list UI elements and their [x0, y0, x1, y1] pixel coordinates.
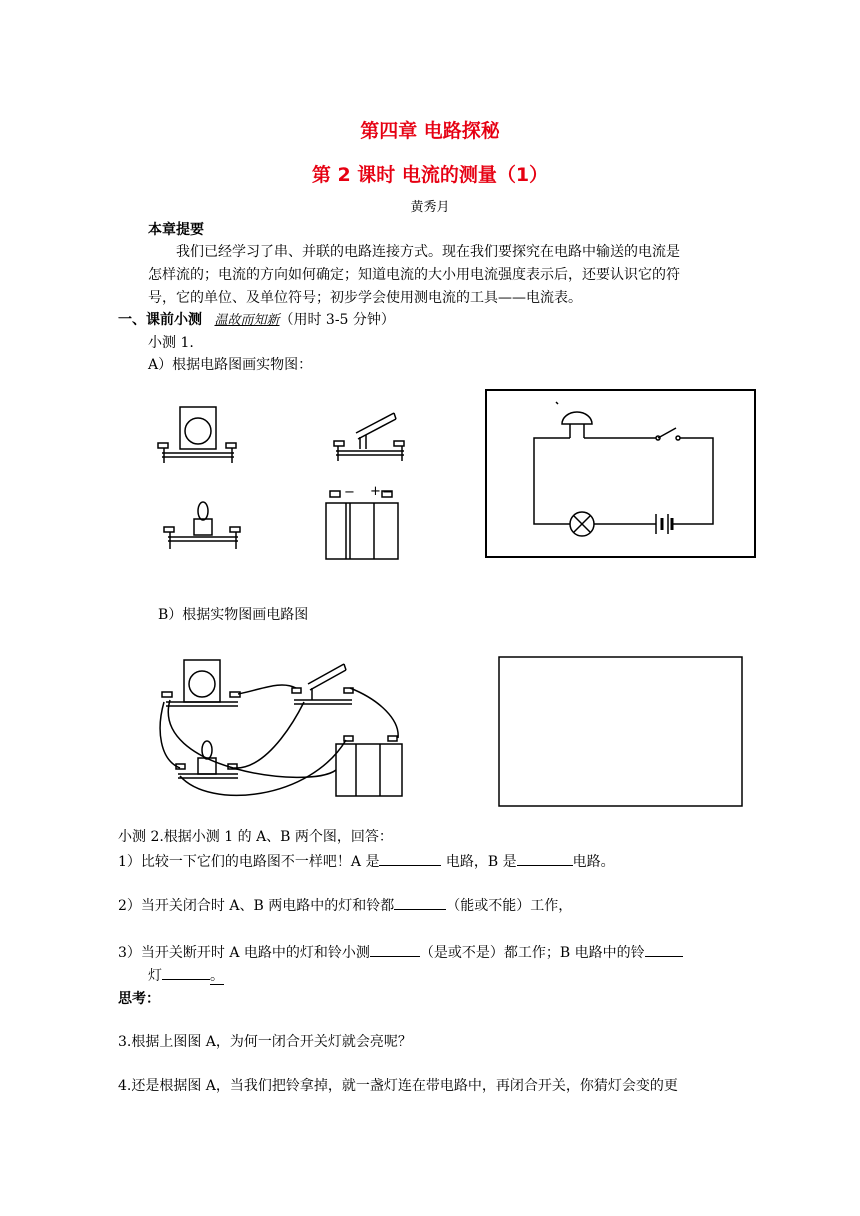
- q3-text-a: 3）当开关断开时 A 电路中的灯和铃小测: [118, 945, 370, 961]
- quiz2-intro: 小测 2.根据小测 1 的 A、B 两个图，回答：: [118, 829, 393, 845]
- quiz2-q3-cont: [148, 964, 224, 988]
- q1-text-a: 1）比较一下它们的电路图不一样吧！A 是: [118, 854, 380, 870]
- physical-circuit-b: [150, 620, 410, 810]
- battery-minus-label: −: [344, 485, 355, 500]
- battery-plus-label: +: [370, 484, 381, 499]
- battery-minus2-label: −: [382, 485, 393, 500]
- chapter-title: 第四章 电路探秘: [360, 120, 500, 142]
- thinking-q3: 3.根据上图图 A，为何一闭合开关灯就会亮呢？: [118, 1034, 412, 1050]
- lesson-title: 第 2 课时 电流的测量（1）: [311, 164, 549, 186]
- quiz2-q3: [118, 941, 683, 965]
- q2-blank[interactable]: [394, 895, 446, 910]
- section1-heading: 一、课前小测: [118, 312, 202, 328]
- author: 黄秀月: [410, 200, 450, 215]
- q2-text-b: （能或不能）工作，: [446, 898, 573, 914]
- part-b-label: B）根据实物图画电路图: [158, 607, 309, 623]
- thinking-heading: 思考：: [118, 991, 160, 1007]
- quiz2-q1: [118, 850, 615, 874]
- bell-drawing: [158, 405, 238, 465]
- q3-text-c: 灯: [148, 968, 162, 984]
- quiz2-q2: [118, 894, 572, 918]
- switch-drawing: [332, 405, 412, 465]
- quiz1-label: 小测 1.: [148, 335, 194, 351]
- q1-blank-b[interactable]: [517, 851, 573, 866]
- part-a-label: A）根据电路图画实物图：: [148, 357, 313, 373]
- thinking-q4: 4.还是根据图 A，当我们把铃拿掉，就一盏灯连在带电路中，再闭合开关，你猜灯会变的更: [118, 1078, 678, 1094]
- time-note: （用时 3-5 分钟）: [279, 312, 395, 328]
- script-note: 温故而知新: [214, 313, 280, 328]
- q3-text-d: 。: [210, 968, 224, 984]
- summary-line-1: 我们已经学习了串、并联的电路连接方式。现在我们要探究在电路中输送的电流是: [176, 244, 680, 260]
- q1-text-c: 电路。: [572, 854, 615, 870]
- q3-blank-a[interactable]: [370, 942, 420, 957]
- summary-line-3: 号，它的单位、及单位符号；初步学会使用测电流的工具——电流表。: [148, 290, 582, 306]
- q3-blank-c[interactable]: [162, 965, 210, 980]
- summary-heading: 本章提要: [148, 222, 204, 238]
- lamp-drawing: [164, 497, 244, 553]
- circuit-diagram-a: [486, 390, 756, 558]
- answer-box-b: [499, 657, 743, 807]
- q1-blank-a[interactable]: [379, 851, 441, 866]
- q3-text-b: （是或不是）都工作；B 电路中的铃: [419, 945, 645, 961]
- q2-text-a: 2）当开关闭合时 A、B 两电路中的灯和铃都: [118, 898, 395, 914]
- summary-line-2: 怎样流的；电流的方向如何确定；知道电流的大小用电流强度表示后，还要认识它的符: [148, 267, 680, 283]
- q3-blank-b[interactable]: [645, 942, 683, 957]
- q1-text-b: 电路，B 是: [441, 854, 517, 870]
- section1-line: [118, 308, 395, 333]
